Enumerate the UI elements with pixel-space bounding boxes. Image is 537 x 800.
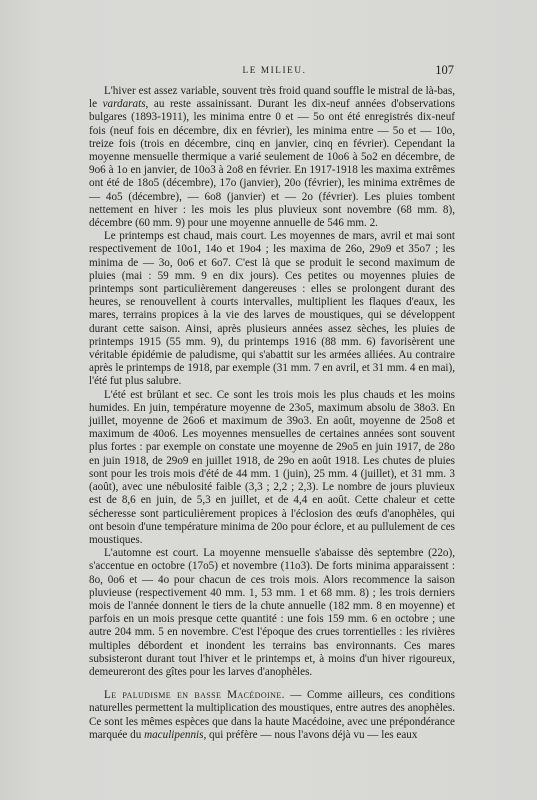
text-run: , qui préfère — nous l'avons déjà vu — les eaux (203, 728, 418, 741)
paragraph-spring (89, 230, 455, 388)
text-run: — Comme ailleurs, ces conditions naturelles permettent la multiplication des moustiques, entre autres des anophèles. Ce sont les mêmes espèces que dans la haute Macédoine, avec une prépondérance marquée du (89, 689, 455, 741)
paragraph-winter (89, 85, 455, 230)
text-run: Le printemps est chaud, mais court. Les moyennes de mars, avril et mai sont respectivement de 10o1, 14o et 19o4 ; les maxima de 26o, 29o9 et 35o7 ; les minima de — 3o, 0o6 et 6o7. C'est là que se produit le second maximum de pluies (mai : 59 mm. 9 en dix jours). Ces petites ou moyennes pluies de printemps sont particulièrement dangereuses : elles se prolongent durant des heures, se renouvellent à courts intervalles, multiplient les flaques d'eaux, les mares, terrains propices à la vie des larves de moustiques, qui se développent durant cette saison. Ainsi, après plusieurs années assez sèches, les pluies de printemps 1915 (55 mm. 9), du printemps 1916 (88 mm. 6) favorisèrent une véritable épidémie de paludisme, qui s'abattit sur les armées alliées. Au contraire après le printemps de 1918, par exemple (31 mm. 7 en avril, et 31 mm. 4 en mai), l'été fut plus salubre. (89, 230, 455, 388)
running-head: LE MILIEU. (242, 65, 307, 75)
body-text (89, 85, 455, 742)
page-header (95, 63, 454, 79)
paragraph-autumn (89, 547, 455, 679)
text-run: L'automne est court. La moyenne mensuelle s'abaisse dès septembre (22o), s'accentue en octobre (17o5) et novembre (11o3). De forts minima apparaissent : 8o, 0o6 et — 4o pour chacun de ces trois mois. Alors recommence la saison pluvieuse (respectivement 40 mm. 1, 53 mm. 1 et 68 mm. 8) ; les trois derniers mois de l'année donnent le tiers de la chute annuelle (182 mm. 8 en moyenne) et parfois en un mois presque cette quantité : une fois 159 mm. 6 en octobre ; une autre 204 mm. 5 en novembre. C'est l'époque des crues torrentielles : les rivières multiples débordent et inondent les terrains bas environnants. Ces mares subsisteront durant tout l'hiver et le printemps et, à moins d'un hiver rigoureux, demeureront des gîtes pour les larves d'anophèles. (89, 547, 455, 678)
italic-term-vardarats: vardarats (102, 98, 146, 111)
italic-term-maculipennis: maculipennis (144, 728, 204, 741)
text-run: , au reste assainissant. Durant les dix-neuf années d'observations bulgares (1893-1911), les minima entre 0 et — 5o ont été enregistrés dix-neuf fois (neuf fois en décembre, dix en février), les minima entre — 5o et — 10o, treize fois (trois en décembre, cinq en janvier, cinq en février). Cependant la moyenne mensuelle thermique a varié seulement de 10o6 à 5o2 en décembre, de 9o6 à 1o en janvier, de 10o3 à 2o8 en février. En 1917-1918 les maxima extrêmes ont été de 18o5 (décembre), 17o (janvier), 20o (février), les minima extrêmes de — 4o5 (décembre), — 6o8 (janvier) et — 2o (février). Les pluies tombent nettement en hiver : les mois les plus pluvieux sont novembre (68 mm. 8), décembre (60 mm. 9) pour une moyenne annuelle de 546 mm. 2. (89, 98, 455, 230)
page-number: 107 (435, 63, 454, 77)
text-run: L'hiver est assez variable, souvent très froid quand souffle le mistral de là-bas, le (89, 85, 455, 111)
section-heading: Le paludisme en basse Macédoine. (104, 689, 285, 702)
paragraph-summer (89, 389, 455, 547)
text-run: L'été est brûlant et sec. Ce sont les trois mois les plus chauds et les moins humides. En juin, température moyenne de 23o5, maximum absolu de 38o3. En juillet, moyenne de 26o6 et maximum de 39o3. En août, moyenne de 25o8 et maximum de 40o6. Les moyennes mensuelles de certaines années sont souvent plus fortes : par exemple on constate une moyenne de 29o5 en juin 1917, de 28o en juin 1918, de 29o9 en juillet 1918, de 29o en août 1918. Les chutes de pluies sont pour les trois mois d'été de 44 mm. 1 (juin), 25 mm. 4 (juillet), et 31 mm. 3 (août), avec une nébulosité faible (3,3 ; 2,2 ; 2,3). Le nombre de jours pluvieux est de 8,6 en juin, de 5,3 en juillet, et de 4,4 en août. Cette chaleur et cette sécheresse sont particulièrement propices à l'éclosion des œufs d'anophèles, qui ont besoin d'une température minima de 20o pour éclore, et au pullulement de ces moustiques. (89, 388, 455, 546)
paragraph-paludisme (89, 689, 455, 742)
